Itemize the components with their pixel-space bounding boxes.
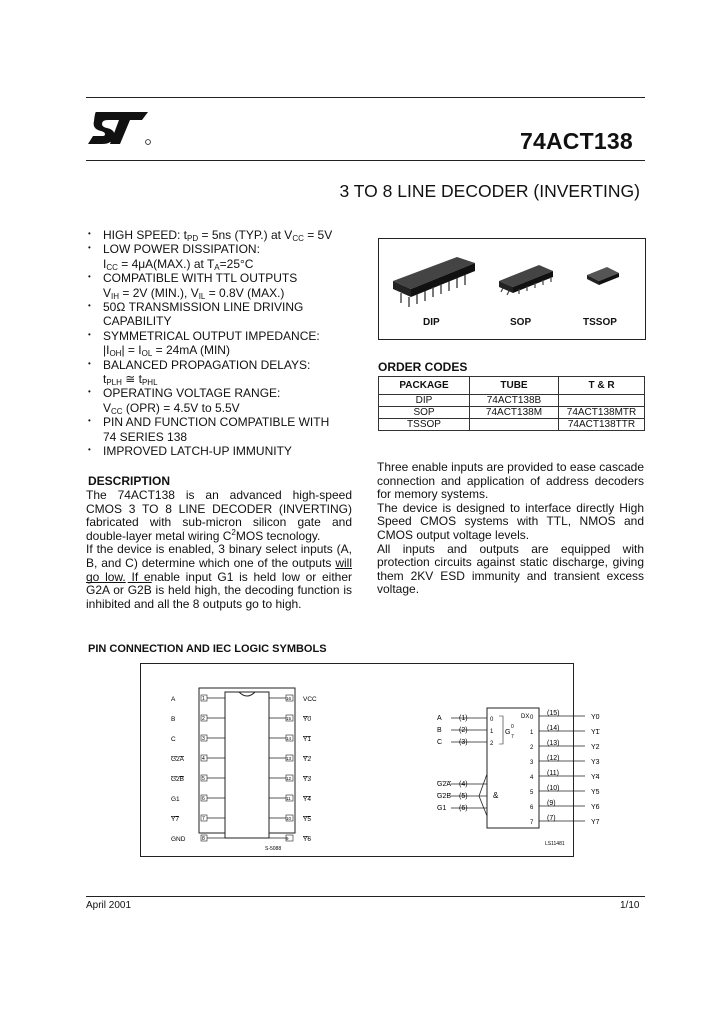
col-tube: TUBE xyxy=(470,377,559,395)
iec-input-label: B xyxy=(437,727,442,734)
chip-body xyxy=(225,692,269,838)
iec-output-pin: (14) xyxy=(547,725,560,732)
feature-list xyxy=(88,228,356,459)
left-pin-num: 4 xyxy=(202,756,205,762)
feature-item: • OPERATING VOLTAGE RANGE: $V_{CC}$ (OPR) = 4.5V to 5.5V xyxy=(88,386,356,415)
iec-output-pin: (11) xyxy=(547,770,559,777)
feature-item: • COMPATIBLE WITH TTL OUTPUTS $V_{IH} = 2V$ (MIN.), $V_{IL} = 0.8V$ (MAX.) xyxy=(88,271,356,300)
order-codes-title: ORDER CODES xyxy=(378,360,468,374)
feature-item: • BALANCED PROPAGATION DELAYS: $t_{PLH}$ ≅ $t_{PHL}$ xyxy=(88,358,356,387)
left-pin-label: C xyxy=(171,736,176,743)
right-pin-label: Y6 xyxy=(303,836,311,843)
left-pin-num: 7 xyxy=(202,816,205,822)
right-pin-num: 15 xyxy=(286,716,292,721)
iec-input-label: G2B xyxy=(437,793,452,800)
header-rule xyxy=(86,160,645,161)
sop-package-image xyxy=(499,265,553,295)
iec-input-label: G2A xyxy=(437,781,452,788)
left-pin-label: G2B xyxy=(171,776,185,783)
iec-out-index: 3 xyxy=(530,760,534,766)
iec-out-index: 5 xyxy=(530,790,534,796)
diagram-code: S-5088 xyxy=(265,846,282,852)
iec-g-bot: 7 xyxy=(511,734,514,740)
col-package: PACKAGE xyxy=(379,377,470,395)
iec-out-index: 0 xyxy=(530,715,534,721)
package-images xyxy=(378,238,646,340)
left-pin-num: 5 xyxy=(202,776,205,782)
right-pin-label: Y3 xyxy=(303,776,311,783)
feature-item: • PIN AND FUNCTION COMPATIBLE WITH 74 SERIES 138 xyxy=(88,415,356,444)
iec-output-label: Y3 xyxy=(591,759,600,766)
order-codes-table xyxy=(378,376,645,431)
table-row: SOP 74ACT138M 74ACT138MTR xyxy=(379,407,645,419)
iec-sel-index: 2 xyxy=(490,741,494,747)
footer-date: April 2001 xyxy=(86,900,132,911)
right-description: Three enable inputs are provided to ease cascade connection and application of address decoders for memory systems. The device is designed to interface directly High Speed CMOS systems with TTL, NMOS and CMOS output voltage levels. All inputs and outputs are equipped with protection circuits against static discharge, giving them 2KV ESD immunity and transient excess voltage. xyxy=(377,460,644,597)
pin-diagram xyxy=(141,664,600,856)
left-pin-num: 1 xyxy=(202,696,205,702)
footer-page: 1/10 xyxy=(620,900,640,911)
iec-sel-index: 0 xyxy=(490,717,494,723)
feature-item: • HIGH SPEED: $t_{PD} = 5ns$ (TYP.) at $V_{CC} = 5V$ xyxy=(88,228,356,242)
iec-output-label: Y5 xyxy=(591,789,600,796)
right-pin-num: 16 xyxy=(286,696,292,701)
iec-output-pin: (15) xyxy=(547,710,560,717)
left-pin-num: 8 xyxy=(202,836,205,842)
iec-out-index: 6 xyxy=(530,805,534,811)
st-logo xyxy=(86,106,152,153)
iec-out-index: 1 xyxy=(530,730,534,736)
left-pin-num: 6 xyxy=(202,796,205,802)
right-pin-label: VCC xyxy=(303,696,317,703)
iec-output-pin: (7) xyxy=(547,815,556,822)
left-pin-label: G2A xyxy=(171,756,185,763)
iec-g-label: G xyxy=(505,729,511,736)
description-title: DESCRIPTION xyxy=(88,474,171,488)
right-pin-num: 10 xyxy=(286,816,292,821)
footer-rule xyxy=(86,896,645,897)
iec-output-label: Y2 xyxy=(591,744,600,751)
iec-code: LS11481 xyxy=(545,841,565,847)
pin-section-title: PIN CONNECTION AND IEC LOGIC SYMBOLS xyxy=(88,643,327,655)
iec-g-top: 0 xyxy=(511,724,514,730)
iec-input-pin: (6) xyxy=(459,805,468,812)
subtitle: 3 TO 8 LINE DECODER (INVERTING) xyxy=(339,181,640,201)
iec-output-label: Y6 xyxy=(591,804,600,811)
right-pin-label: Y4 xyxy=(303,796,311,803)
iec-input-pin: (1) xyxy=(459,715,468,722)
iec-sel-index: 1 xyxy=(490,729,494,735)
part-number: 74ACT138 xyxy=(520,128,633,154)
iec-input-pin: (2) xyxy=(459,727,468,734)
iec-out-index: 7 xyxy=(530,820,534,826)
feature-item: • LOW POWER DISSIPATION: $I_{CC} = 4\mu A(MAX.)$ at $T_A=25^\circ C$ xyxy=(88,242,356,271)
iec-input-pin: (3) xyxy=(459,739,468,746)
right-pin-label: Y1 xyxy=(303,736,311,743)
left-pin-num: 3 xyxy=(202,736,205,742)
tssop-label: TSSOP xyxy=(583,317,617,328)
sop-label: SOP xyxy=(510,317,532,328)
iec-input-label: A xyxy=(437,715,442,722)
top-rule xyxy=(86,97,645,98)
iec-and-bracket xyxy=(479,774,487,816)
feature-item: • IMPROVED LATCH-UP IMMUNITY xyxy=(88,444,356,458)
iec-output-pin: (9) xyxy=(547,800,556,807)
table-header-row xyxy=(379,377,645,395)
right-pin-num: 13 xyxy=(286,756,292,761)
iec-out-index: 2 xyxy=(530,745,534,751)
iec-amp: & xyxy=(493,791,499,800)
col-tr: T & R xyxy=(559,377,645,395)
feature-item: • 50Ω TRANSMISSION LINE DRIVING CAPABILITY xyxy=(88,300,356,329)
left-pin-label: GND xyxy=(171,836,186,843)
iec-output-label: Y7 xyxy=(591,819,600,826)
pin-diagram-box xyxy=(140,663,600,857)
dip-label: DIP xyxy=(423,317,440,328)
iec-dx-label: DX xyxy=(521,714,530,720)
table-row: DIP 74ACT138B xyxy=(379,395,645,407)
iec-output-pin: (13) xyxy=(547,740,560,747)
iec-input-pin: (5) xyxy=(459,793,468,800)
left-pin-num: 2 xyxy=(202,716,205,722)
left-pin-label: G1 xyxy=(171,796,180,803)
left-pin-label: Y7 xyxy=(171,816,179,823)
iec-input-pin: (4) xyxy=(459,781,468,788)
iec-output-pin: (12) xyxy=(547,755,560,762)
iec-input-label: C xyxy=(437,739,443,746)
right-pin-label: Y2 xyxy=(303,756,311,763)
right-pin-num: 11 xyxy=(286,796,291,801)
iec-input-label: G1 xyxy=(437,805,447,812)
right-pin-label: Y0 xyxy=(303,716,311,723)
iec-out-index: 4 xyxy=(530,775,534,781)
left-pin-label: B xyxy=(171,716,176,723)
description-text: The 74ACT138 is an advanced high-speed CMOS 3 TO 8 LINE DECODER (INVERTING) fabricated with sub-micron silicon gate and double-layer metal wiring $C^2MOS$ tecnology. If the device is enabled, 3 binary select inputs (A, B, and C) determine which one of the outputs will go low. If enable input G1 is held low or either G2A or G2B is held high, the decoding function is inhibited and all the 8 outputs go to high. xyxy=(86,488,352,611)
iec-output-label: Y0 xyxy=(591,714,600,721)
right-pin-label: Y5 xyxy=(303,816,311,823)
dip-package-image xyxy=(393,257,475,307)
feature-item: • SYMMETRICAL OUTPUT IMPEDANCE: $|I_{OH}| = I_{OL} = 24mA$ (MIN) xyxy=(88,329,356,358)
right-pin-num: 9 xyxy=(286,836,289,841)
iec-output-label: Y4 xyxy=(591,774,600,781)
iec-output-pin: (10) xyxy=(547,785,560,792)
right-pin-num: 12 xyxy=(286,776,292,781)
tssop-package-image xyxy=(587,267,619,285)
left-pin-label: A xyxy=(171,696,176,703)
table-row: TSSOP 74ACT138TTR xyxy=(379,419,645,431)
iec-output-label: Y1 xyxy=(591,729,600,736)
right-pin-num: 14 xyxy=(286,736,292,741)
